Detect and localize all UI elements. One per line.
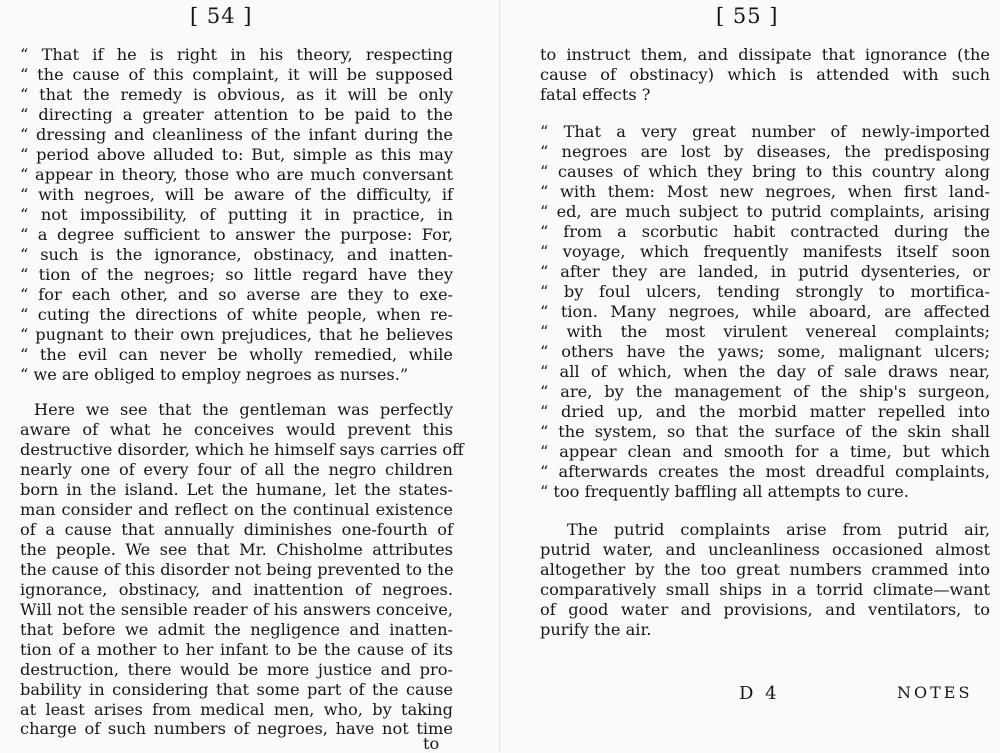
quote-line: “ too frequently baffling all attempts to cure. [540,482,909,501]
quote-line: “ appear in theory, those who are much conversant [20,165,453,184]
quote-line: “ negroes are lost by diseases, the predisposing [540,142,990,161]
quote-line: “ with them: Most new negroes, when first land- [540,182,990,201]
quote-line: “ tion. Many negroes, while aboard, are affected [540,302,990,321]
quote-line: “ the cause of this complaint, it will be supposed [20,65,453,84]
paragraph-line: at least arises from medical men, who, by taking [20,700,453,719]
quote-line: “ not impossibility, of putting it in practice, in [20,205,453,224]
catchword: to [423,734,440,753]
quote-line: “ pugnant to their own prejudices, that he believes [20,325,453,344]
catchword: NOTES [897,683,973,702]
quote-line: “ from a scorbutic habit contracted during the [540,222,990,241]
continuation-line: fatal effects ? [540,85,651,104]
paragraph-line: bability in considering that some part of the cause [20,680,453,699]
quote-line: “ causes of which they bring to this country along [540,162,990,181]
quote-line: “ with negroes, will be aware of the difficulty, if [20,185,453,204]
paragraph-line: aware of what he conceives would prevent this [20,420,453,439]
page-number: [ 54 ] [190,4,253,28]
paragraph-line: that before we admit the negligence and inatten- [20,620,453,639]
quote-line: “ ed, are much subject to putrid complaints, arising [540,202,990,221]
quote-line: “ cuting the directions of white people, when re- [20,305,453,324]
paragraph-line: purify the air. [540,620,652,639]
left-page [0,0,500,752]
quote-line: “ all of which, when the day of sale draws near, [540,362,990,381]
paragraph-line: tion of a mother to her infant to be the cause of its [20,640,453,659]
quote-line: “ for each other, and so averse are they to exe- [20,285,453,304]
paragraph-line: of good water and provisions, and ventilators, to [540,600,990,619]
paragraph-line: Here we see that the gentleman was perfectly [34,400,453,419]
paragraph-line: charge of such numbers of negroes, have not time [20,719,453,738]
quote-line: “ after they are landed, in putrid dysenteries, or [540,262,990,281]
continuation-line: cause of obstinacy) which is attended with such [540,65,990,84]
quote-line: “ appear clean and smooth for a time, but which [540,442,990,461]
quote-line: “ dressing and cleanliness of the infant during the [20,125,453,144]
quote-line: “ by foul ulcers, tending strongly to mortifica- [540,282,990,301]
continuation-line: to instruct them, and dissipate that ignorance (the [540,45,990,64]
right-page [500,0,1000,752]
quote-line: “ tion of the negroes; so little regard have they [20,265,453,284]
quote-line: “ dried up, and the morbid matter repelled into [540,402,990,421]
paragraph-line: the people. We see that Mr. Chisholme attributes [20,540,453,559]
paragraph-line: ignorance, obstinacy, and inattention of negroes. [20,580,453,599]
paragraph-line: the cause of this disorder not being prevented to the [20,560,454,579]
paragraph-line: destructive disorder, which he himself says carries off [20,440,464,459]
quote-line: “ voyage, which frequently manifests itself soon [540,242,990,261]
quote-line: “ we are obliged to employ negroes as nurses.” [20,365,409,384]
quote-line: “ That if he is right in his theory, respecting [20,45,453,64]
quote-line: “ That a very great number of newly-imported [540,122,990,141]
paragraph-line: Will not the sensible reader of his answers conceive, [20,600,453,619]
paragraph-line: destruction, there would be more justice and pro- [20,660,453,679]
quote-line: “ that the remedy is obvious, as it will be only [20,85,453,104]
quote-line: “ such is the ignorance, obstinacy, and inatten- [20,245,453,264]
quote-line: “ a degree sufficient to answer the purpose: For, [20,225,453,244]
paragraph-line: putrid water, and uncleanliness occasioned almost [540,540,990,559]
quote-line: “ afterwards creates the most dreadful complaints, [540,462,990,481]
quote-line: “ others have the yaws; some, malignant ulcers; [540,342,990,361]
quote-line: “ the evil can never be wholly remedied, while [20,345,453,364]
quote-line: “ are, by the management of the ship's surgeon, [540,382,990,401]
signature-mark: D 4 [739,683,780,704]
paragraph-line: The putrid complaints arise from putrid air, [567,520,990,539]
paragraph-line: comparatively small ships in a torrid climate—want [540,580,990,599]
quote-line: “ with the most virulent venereal complaints; [540,322,990,341]
paragraph-line: born in the island. Let the humane, let the states- [20,480,453,499]
quote-line: “ directing a greater attention to be paid to the [20,105,453,124]
paragraph-line: of a cause that annually diminishes one-fourth of [20,520,453,539]
quote-line: “ period above alluded to: But, simple as this may [20,145,453,164]
quote-line: “ the system, so that the surface of the skin shall [540,422,990,441]
paragraph-line: altogether by the too great numbers crammed into [540,560,990,579]
page-number: [ 55 ] [716,4,779,28]
paragraph-line: man consider and reflect on the continual existence [20,500,453,519]
paragraph-line: nearly one of every four of all the negro children [20,460,453,479]
